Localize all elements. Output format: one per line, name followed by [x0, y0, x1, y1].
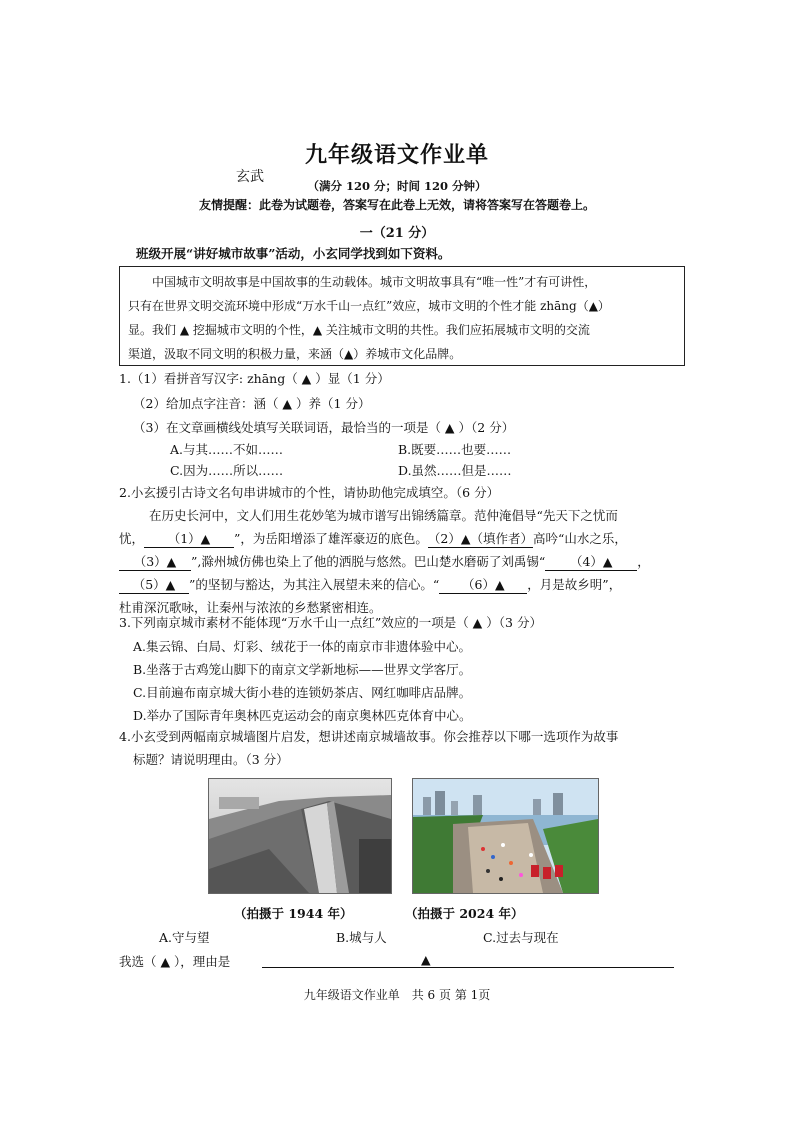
page-title: 九年级语文作业单 [304, 142, 489, 168]
q1-part3: （3）在文章画横线处填写关联词语，最恰当的一项是（ ▲ ）（2 分） [133, 420, 515, 435]
reading-passage [119, 266, 685, 366]
city-wall-photo-1944 [208, 778, 392, 894]
q2-text-line: 忧， （1）▲ ”，为岳阳增添了雄浑豪迈的底色。（2）▲（填作者）高吟“山水之乐， [119, 531, 627, 546]
section-heading: 一（21 分） [359, 226, 435, 241]
q2-blank-1: （1）▲ [144, 529, 234, 548]
q4-answer-line [262, 967, 674, 968]
q4-answer-prompt: 我选（ ▲ ），理由是 [119, 954, 231, 969]
page-footer: 九年级语文作业单 共 6 页 第 1页 [303, 988, 491, 1002]
q2-blank-5: （5）▲ [119, 575, 189, 594]
q4-option-b: B.城与人 [336, 930, 387, 945]
passage-line: 显。我们 ▲ 挖掘城市文明的个性，▲ 关注城市文明的共性。我们应拓展城市文明的交流 [128, 323, 590, 337]
q2-blank-6: （6）▲ [439, 575, 527, 594]
q1-option-d: D.虽然……但是…… [398, 463, 512, 478]
q2-blank-3: （3）▲ [119, 552, 191, 571]
exam-info: （满分 120 分；时间 120 分钟） [307, 179, 487, 193]
q1-part2: （2）给加点字注音：涵（ ▲ ）养（1 分） [133, 396, 371, 411]
photo-caption-2024: （拍摄于 2024 年） [405, 906, 524, 921]
photo-caption-1944: （拍摄于 1944 年） [234, 906, 353, 921]
city-wall-photo-2024 [412, 778, 599, 894]
q4-option-c: C.过去与现在 [483, 930, 559, 945]
q2-blank-2: （2）▲（填作者） [427, 531, 533, 546]
q1-part1: 1.（1）看拼音写汉字: zhāng（ ▲ ）显（1 分） [119, 371, 390, 386]
city-wall-1944-image [209, 779, 391, 893]
reminder-note: 友情提醒：此卷为试题卷，答案写在此卷上无效，请将答案写在答题卷上。 [198, 198, 595, 212]
q3-option-b: B.坐落于古鸡笼山脚下的南京文学新地标——世界文学客厅。 [133, 662, 472, 677]
q2-text-line: （3）▲ ”,滁州城仿佛也染上了他的洒脱与悠然。巴山楚水磨砺了刘禹锡“ （4）▲ ， [119, 552, 650, 571]
section-intro: 班级开展“讲好城市故事”活动，小玄同学找到如下资料。 [136, 246, 451, 261]
passage-line: 渠道，汲取不同文明的积极力量，来涵（▲）养城市文化品牌。 [128, 347, 462, 361]
q2-text-line: （5）▲ ”的坚韧与豁达，为其注入展望未来的信心。“ （6）▲ ，月是故乡明”， [119, 575, 621, 594]
q1-option-c: C.因为……所以…… [170, 463, 284, 478]
q4-option-a: A.守与望 [159, 930, 210, 945]
q2-stem: 2.小玄援引古诗文名句串讲城市的个性，请协助他完成填空。（6 分） [119, 485, 500, 500]
city-wall-2024-image [413, 779, 598, 893]
q4-stem-cont: 标题？请说明理由。（3 分） [133, 752, 289, 767]
passage-line: 中国城市文明故事是中国故事的生动载体。城市文明故事具有“唯一性”才有可讲性， [152, 275, 597, 289]
q2-blank-4: （4）▲ [545, 552, 637, 571]
q4-answer-marker: ▲ [421, 952, 431, 967]
q4-stem: 4.小玄受到两幅南京城墙图片启发，想讲述南京城墙故事。你会推荐以下哪一选项作为故事 [119, 729, 619, 744]
q1-option-b: B.既要……也要…… [398, 442, 512, 457]
q2-text-line: 杜甫深沉歌咏，让秦州与浓浓的乡愁紧密相连。 [119, 600, 382, 615]
q2-text-line: 在历史长河中，文人们用生花妙笔为城市谱写出锦绣篇章。范仲淹倡导“先天下之忧而 [149, 508, 618, 523]
q1-option-a: A.与其……不如…… [170, 442, 284, 457]
district-label: 玄武 [236, 169, 264, 185]
q3-stem: 3.下列南京城市素材不能体现“万水千山一点红”效应的一项是（ ▲ ）（3 分） [119, 615, 542, 630]
q3-option-a: A.集云锦、白局、灯彩、绒花于一体的南京市非遗体验中心。 [133, 639, 472, 654]
q3-option-d: D.举办了国际青年奥林匹克运动会的南京奥林匹克体育中心。 [133, 708, 472, 723]
passage-line: 只有在世界文明交流环境中形成“万水千山一点红”效应，城市文明的个性才能 zhāng（▲） [128, 299, 610, 313]
q3-option-c: C.目前遍布南京城大街小巷的连锁奶茶店、网红咖啡店品牌。 [133, 685, 472, 700]
